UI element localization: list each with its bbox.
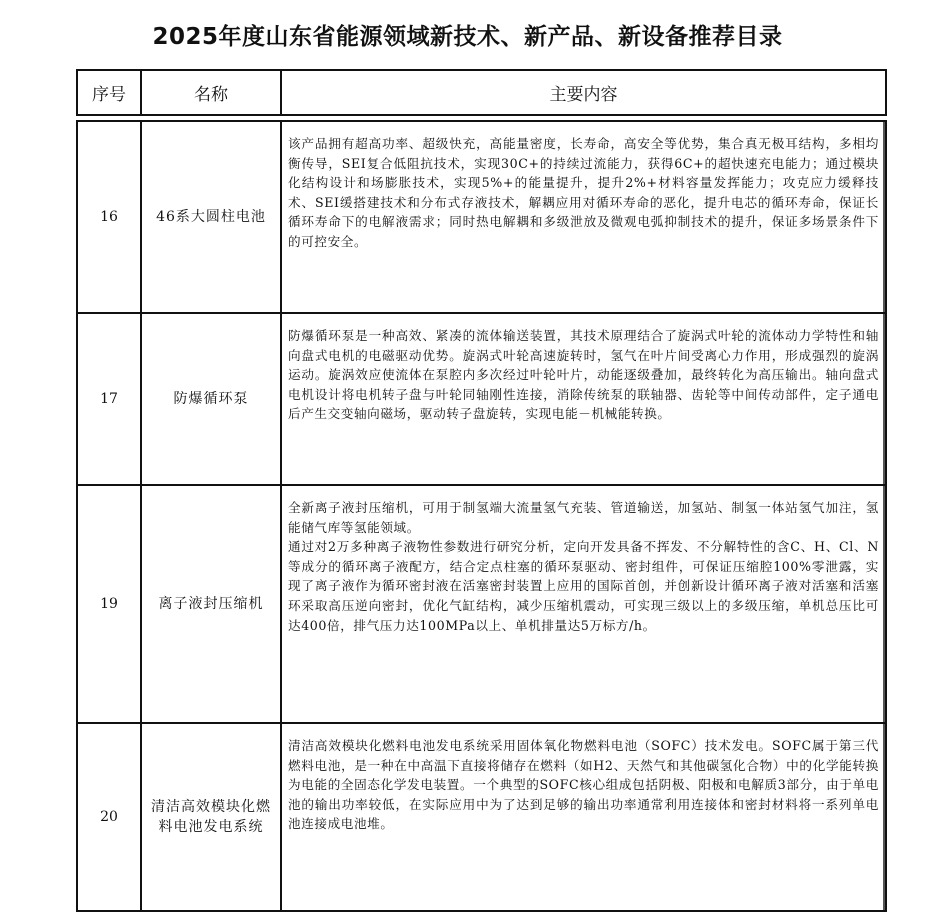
row-content	[281, 723, 886, 911]
table-header-row	[77, 70, 886, 115]
recommendation-table	[76, 69, 887, 912]
table-row	[77, 723, 886, 911]
content-paragraph: 全新离子液封压缩机，可用于制氢端大流量氢气充装、管道输送，加氢站、制氢一体站氢气加注，氢能储气库等氢能领域。	[288, 500, 879, 535]
table-row	[77, 485, 886, 723]
header-number: 序号	[77, 70, 141, 115]
row-number: 20	[77, 723, 141, 911]
content-paragraph: 清洁高效模块化燃料电池发电系统采用固体氧化物燃料电池（SOFC）技术发电。SOFC属于第三代燃料电池，是一种在中高温下直接将储存在燃料（如H2、天然气和其他碳氢化合物）中的化学能转换为电能的全固态化学发电装置。一个典型的SOFC核心组成包括阴极、阳极和电解质3部分，由于单电池的输出功率较低，在实际应用中为了达到足够的输出功率通常利用连接体和密封材料将一系列单电池连接成电池堆。	[288, 738, 879, 832]
row-number: 17	[77, 313, 141, 485]
table-row	[77, 121, 886, 313]
row-number: 16	[77, 121, 141, 313]
row-content	[281, 313, 886, 485]
row-name: 离子液封压缩机	[141, 485, 281, 723]
row-content	[281, 485, 886, 723]
content-paragraph: 防爆循环泵是一种高效、紧凑的流体输送装置，其技术原理结合了旋涡式叶轮的流体动力学特性和轴向盘式电机的电磁驱动优势。旋涡式叶轮高速旋转时，氢气在叶片间受离心力作用，形成强烈的旋涡运动。旋涡效应使流体在泵腔内多次经过叶轮叶片，动能逐级叠加，最终转化为高压输出。轴向盘式电机设计将电机转子盘与叶轮同轴刚性连接，消除传统泵的联轴器、齿轮等中间传动部件，定子通电后产生交变轴向磁场，驱动转子盘旋转，实现电能－机械能转换。	[288, 328, 879, 422]
row-name: 46系大圆柱电池	[141, 121, 281, 313]
row-name: 防爆循环泵	[141, 313, 281, 485]
row-content	[281, 121, 886, 313]
content-paragraph: 该产品拥有超高功率、超级快充，高能量密度，长寿命，高安全等优势，集合真无极耳结构，多相均衡传导，SEI复合低阻抗技术，实现30C+的持续过流能力，获得6C+的超快速充电能力；通过模块化结构设计和场膨胀技术，实现5%+的能量提升，提升2%+材料容量发挥能力；攻克应力缓释技术、SEI缓搭建技术和分布式存液技术，解耦应用对循环寿命的恶化，提升电芯的循环寿命，保证长循环寿命下的电解液需求；同时热电解耦和多级泄放及微观电弧抑制技术的提升，保证多场景条件下的可控安全。	[288, 136, 879, 249]
page-title: 2025年度山东省能源领域新技术、新产品、新设备推荐目录	[152, 24, 783, 50]
row-number: 19	[77, 485, 141, 723]
table-row	[77, 313, 886, 485]
row-name: 清洁高效模块化燃料电池发电系统	[141, 723, 281, 911]
header-content: 主要内容	[281, 70, 886, 115]
content-paragraph: 通过对2万多种离子液物性参数进行研究分析，定向开发具备不挥发、不分解特性的含C、H、Cl、N等成分的循环离子液配方，结合定点柱塞的循环泵驱动、密封组件，可保证压缩腔100%零泄露，实现了离子液作为循环密封液在活塞密封装置上应用的国际首创，并创新设计循环离子液对活塞和活塞环采取高压逆向密封，优化气缸结构，减少压缩机震动，可实现三级以上的多级压缩，单机总压比可达400倍，排气压力达100MPa以上、单机排量达5万标方/h。	[288, 539, 879, 633]
header-name: 名称	[141, 70, 281, 115]
